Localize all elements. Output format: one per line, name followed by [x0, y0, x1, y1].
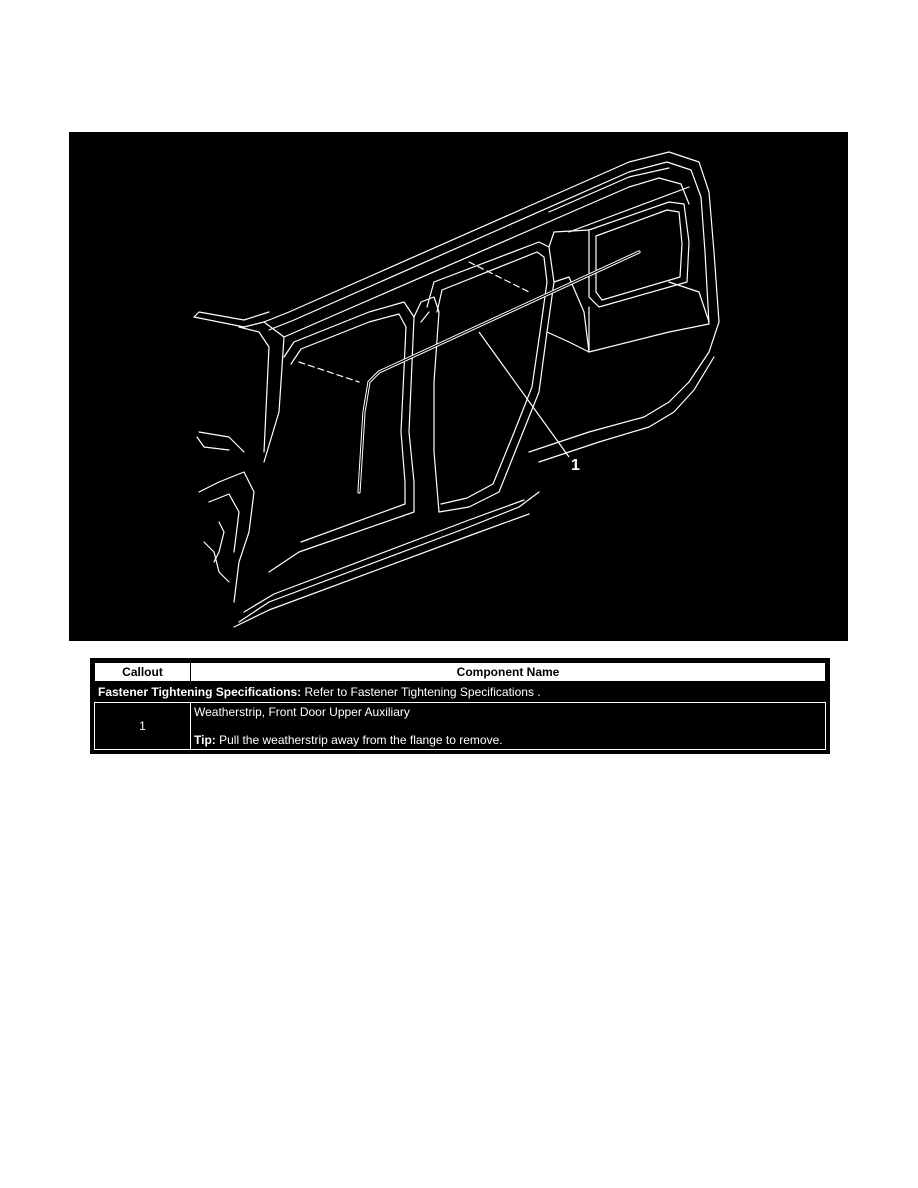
fastener-spec-cell: [95, 682, 826, 703]
fastener-spec-text: Refer to Fastener Tightening Specifications .: [301, 685, 541, 699]
vehicle-body-side-drawing: [69, 132, 848, 641]
weatherstrip-illustration: [69, 132, 848, 641]
table-row: [95, 703, 826, 750]
header-component-name: Component Name: [191, 663, 826, 682]
tip-label: Tip:: [194, 733, 216, 747]
fastener-spec-row: [95, 682, 826, 703]
component-table: [94, 662, 826, 750]
component-name: Weatherstrip, Front Door Upper Auxiliary: [194, 705, 410, 719]
fastener-spec-separator: :: [297, 685, 302, 699]
component-cell: [191, 703, 826, 750]
header-callout: Callout: [95, 663, 191, 682]
table-header-row: [95, 663, 826, 682]
tip-text: Pull the weatherstrip away from the flange to remove.: [215, 733, 503, 747]
component-table-frame: [90, 658, 830, 754]
callout-1-label: 1: [571, 457, 580, 474]
fastener-spec-label: Fastener Tightening Specifications: [98, 685, 298, 699]
callout-number: 1: [95, 703, 191, 750]
